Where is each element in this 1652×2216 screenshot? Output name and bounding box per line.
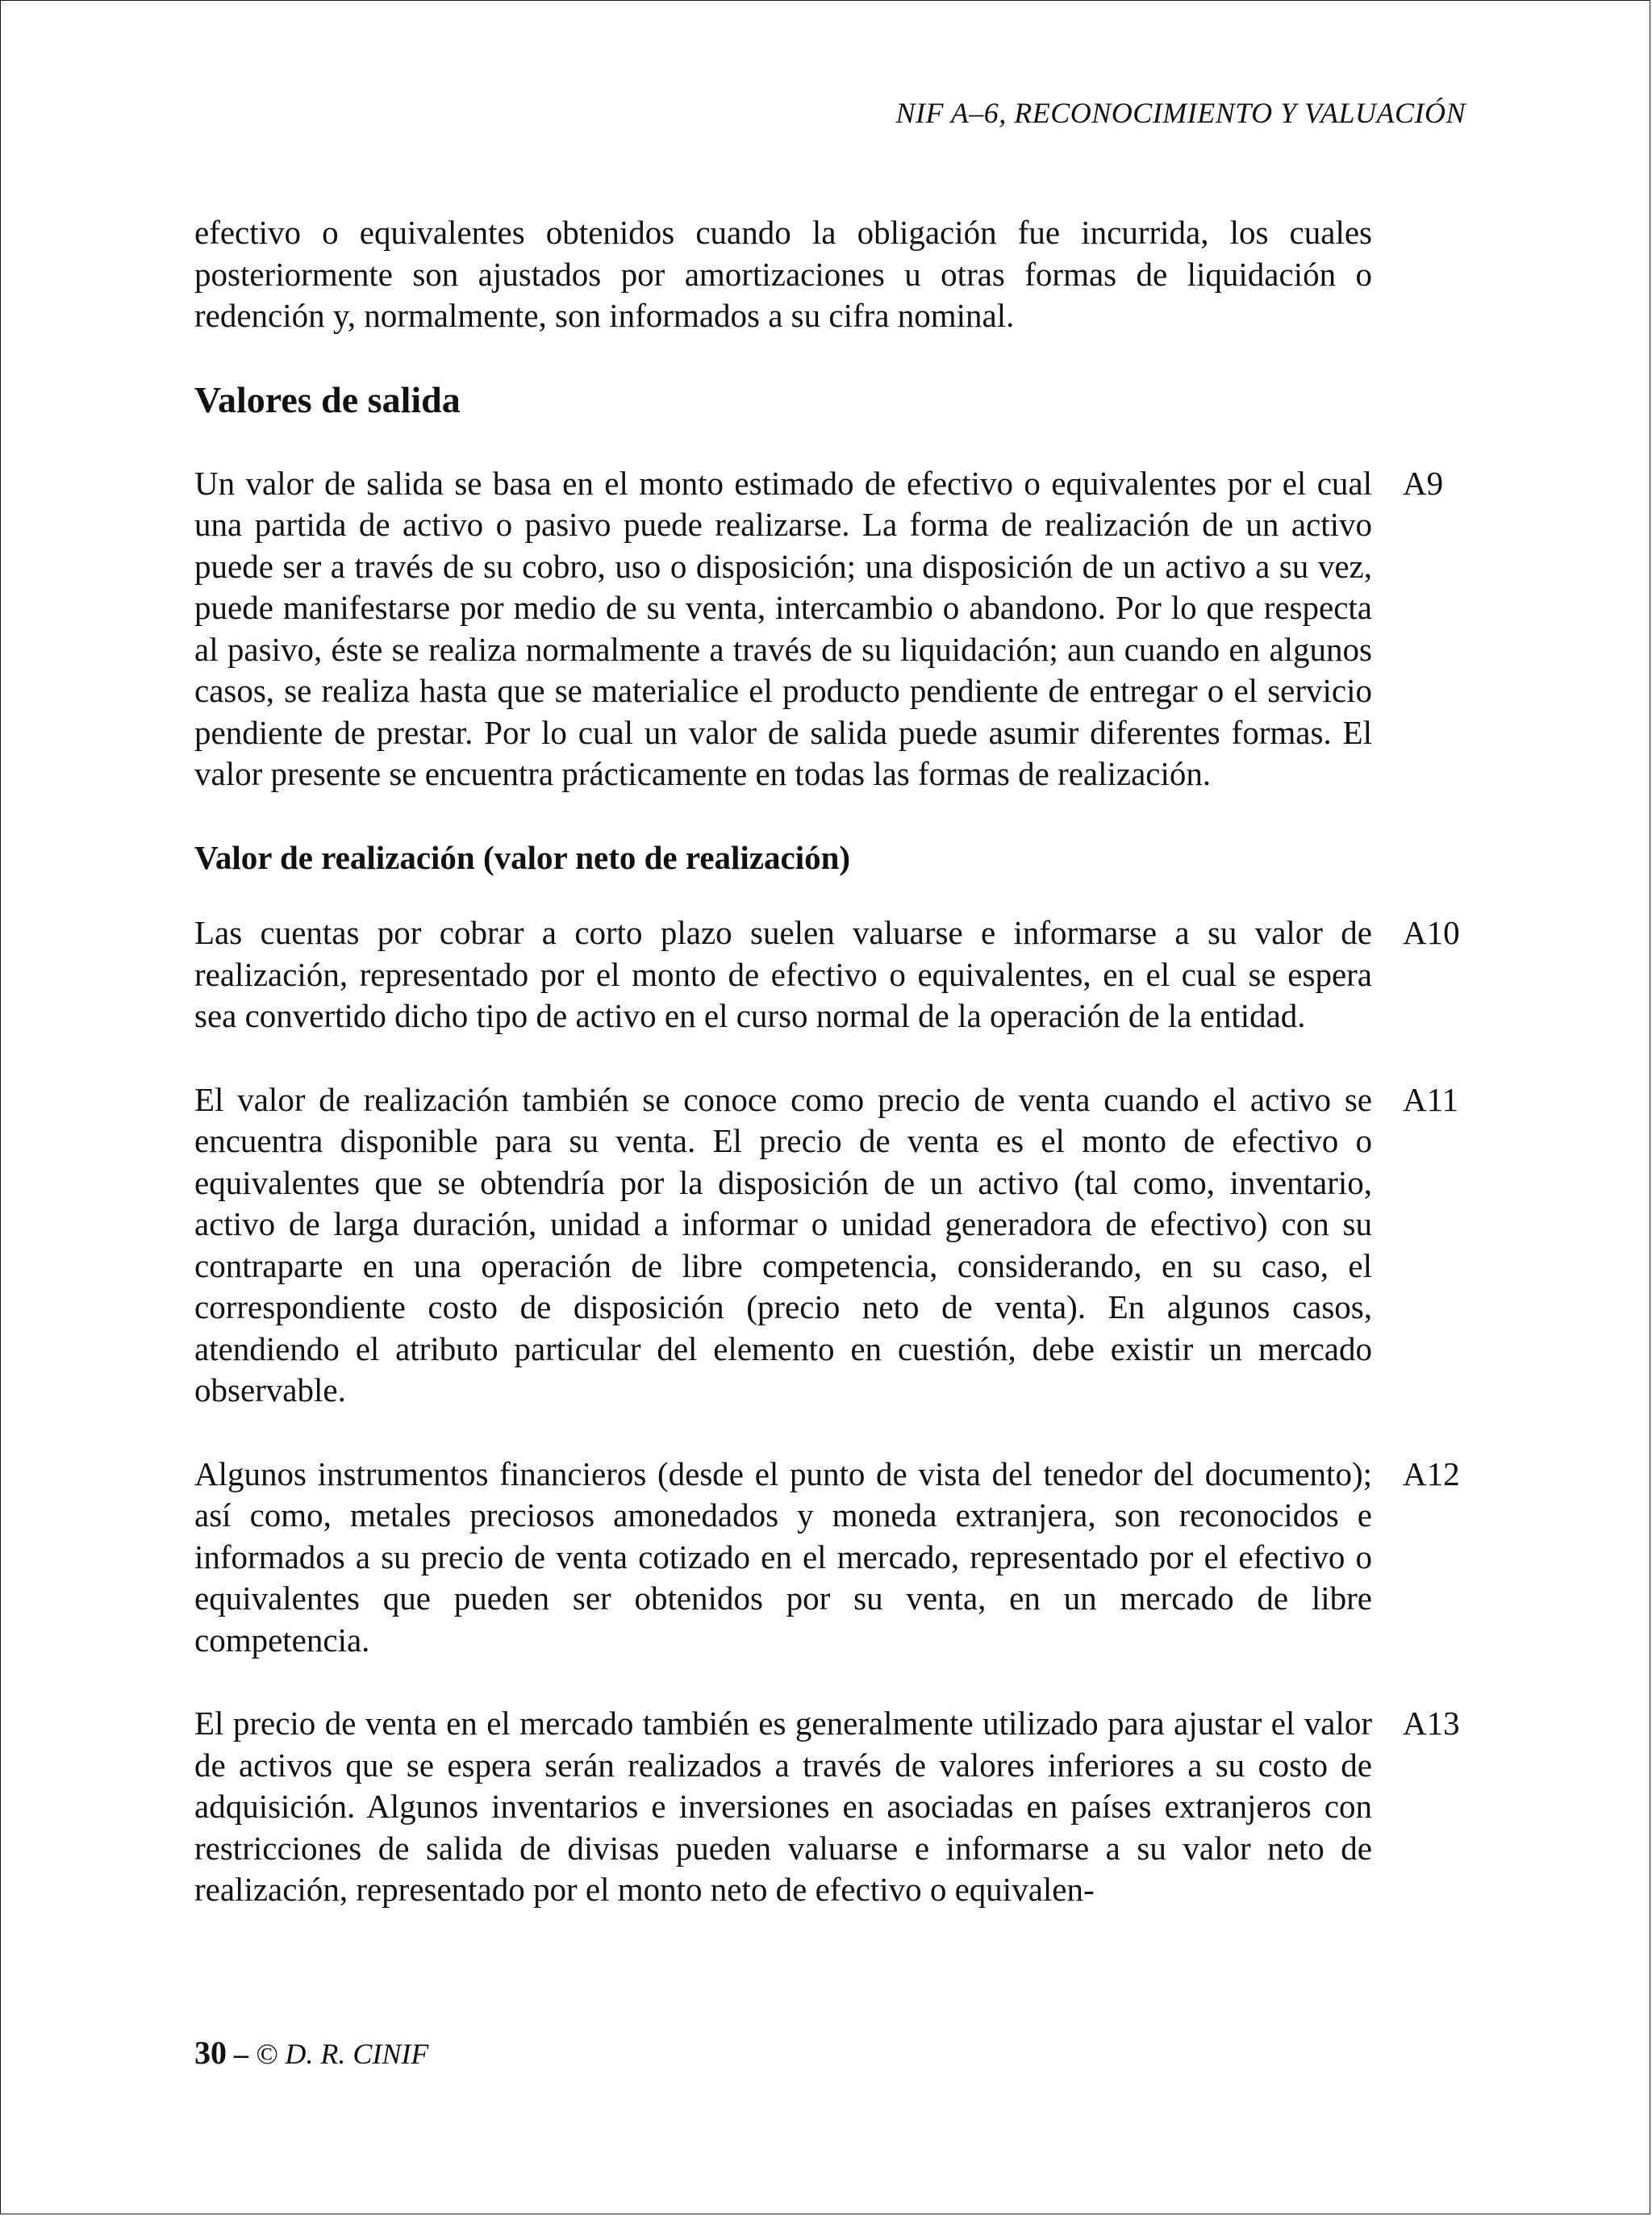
section-heading: Valores de salida — [194, 378, 461, 420]
paragraph-text: El precio de venta en el mercado también es generalmente utilizado para ajustar el valor de activos que se espera serán realizados a través de valores inferiores a su costo de adquisición. Algunos inventarios e inversiones en asociadas en países extranjeros con restricciones de salida de divisas pueden valuarse e informarse a su valor neto de realización, representado por el monto neto de efectivo o equivalen- — [194, 1705, 1372, 1908]
paragraph-number: A12 — [1403, 1454, 1460, 1492]
paragraph-text: Las cuentas por cobrar a corto plazo suelen valuarse e informarse a su valor de realización, representado por el monto de efectivo o equivalentes, en el cual se espera sea convertido dicho tipo de activo en el curso normal de la operación de la entidad. — [194, 914, 1372, 1034]
paragraph-number: A11 — [1403, 1080, 1459, 1118]
paragraph-number: A10 — [1403, 914, 1460, 951]
subsection-heading: Valor de realización (valor neto de realización) — [194, 838, 851, 876]
page-number: 30 — [194, 2034, 227, 2071]
paragraph-text: Algunos instrumentos financieros (desde el punto de vista del tenedor del documento); así como, metales preciosos amonedados y moneda extranjera, son reconocidos e informados a su precio de venta cotizado en el mercado, representado por el efectivo o equivalentes que pueden ser obtenidos por su venta, en un mercado de libre competencia. — [194, 1454, 1372, 1659]
paragraph-a11 — [194, 1079, 1459, 1412]
paragraph-a9 — [194, 463, 1444, 795]
footer-separator: – — [234, 2038, 248, 2070]
paragraph-text: El valor de realización también se conoce como precio de venta cuando el activo se encuentra disponible para su venta. El precio de venta es el monto de efectivo o equivalentes que se obtendría por la disposición de un activo (tal como, inventario, activo de larga duración, unidad a informar o unidad generadora de efectivo) con su contraparte en una operación de libre competencia, considerando, en su caso, el correspondiente costo de disposición (precio neto de venta). En algunos casos, atendiendo el atributo particular del elemento en cuestión, debe existir un mercado observable. — [194, 1080, 1372, 1408]
paragraph-a10 — [194, 912, 1460, 1037]
paragraph-gap — [194, 1661, 1372, 1703]
paragraph-a13 — [194, 1703, 1460, 1911]
paragraph-number: A13 — [1403, 1705, 1460, 1742]
intro-paragraph: efectivo o equivalentes obtenidos cuando la obligación fue incurrida, los cuales posteriormente son ajustados por amortizaciones u otras formas de liquidación o redención y, normalmente, son informados a su cifra nominal. — [194, 214, 1372, 334]
page-content — [194, 212, 1460, 1911]
running-header: NIF A–6, RECONOCIMIENTO Y VALUACIÓN — [895, 97, 1466, 129]
paragraph-a12 — [194, 1454, 1460, 1662]
paragraph-text: Un valor de salida se basa en el monto estimado de efectivo o equivalentes por el cual una partida de activo o pasivo puede realizarse. La forma de realización de un activo puede ser a través de su cobro, uso o disposición; una disposición de un activo a su vez, puede manifestarse por medio de su venta, intercambio o abandono. Por lo que respecta al pasivo, éste se realiza normalmente a través de su liquidación; aun cuando en algunos casos, se realiza hasta que se materialice el producto pendiente de entregar o el servicio pendiente de prestar. Por lo cual un valor de salida puede asumir diferentes formas. El valor presente se encuentra prácticamente en todas las formas de realización. — [194, 464, 1372, 792]
paragraph-gap — [194, 1037, 1372, 1079]
paragraph-gap — [194, 1412, 1372, 1454]
paragraph-number: A9 — [1403, 464, 1444, 502]
page-footer — [194, 2034, 428, 2072]
copyright-credit: © D. R. CINIF — [256, 2038, 429, 2070]
